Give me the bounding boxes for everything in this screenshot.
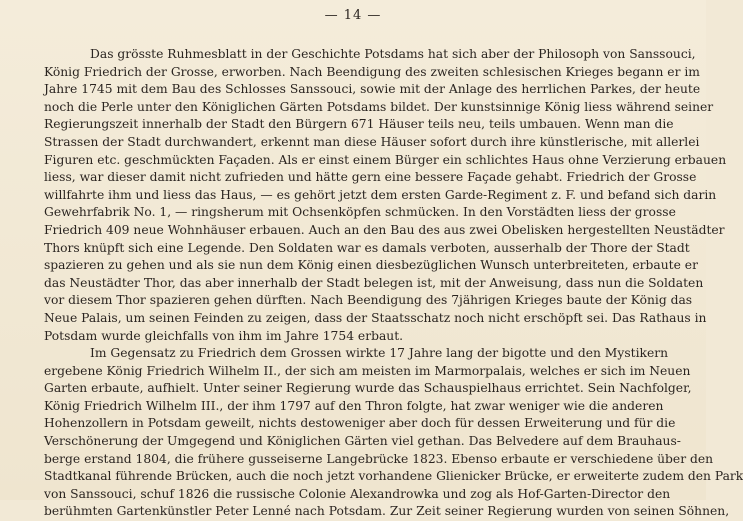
text-line: noch die Perle unter den Königlichen Gärten Potsdams bildet. Der kunstsinnige König liess während seiner: [44, 99, 714, 114]
page-number: — 14 —: [324, 8, 382, 23]
text-line: Friedrich 409 neue Wohnhäuser erbauen. Auch an den Bau des aus zwei Obelisken hergestellten Neustädter: [44, 222, 725, 237]
text-line: Neue Palais, um seinen Feinden zu zeigen, dass der Staatsschatz noch nicht erschöpft sei. Das Rathaus in: [44, 310, 707, 325]
text-line: König Friedrich der Grosse, erworben. Nach Beendigung des zweiten schlesischen Krieges begann er im: [44, 64, 700, 79]
text-line: berühmten Gartenkünstler Peter Lenné nach Potsdam. Zur Zeit seiner Regierung wurden von seinen Söhnen,: [44, 504, 730, 519]
text-line: liess, war dieser damit nicht zufrieden und hätte gern eine bessere Façade gehabt. Friedrich der Grosse: [44, 170, 697, 185]
text-line: spazieren zu gehen und als sie nun dem König einen diesbezüglichen Wunsch unterbreiteten, erbaute er: [44, 258, 698, 273]
text-line: Thors knüpft sich eine Legende. Den Soldaten war es damals verboten, ausserhalb der Thore der Stadt: [44, 240, 690, 255]
text-line: Im Gegensatz zu Friedrich dem Grossen wirkte 17 Jahre lang der bigotte und den Mystikern: [90, 346, 669, 361]
text-line: Stadtkanal führende Brücken, auch die noch jetzt vorhandene Glienicker Brücke, er erweiterte zudem den Park: [44, 469, 743, 484]
text-line: König Friedrich Wilhelm III., der ihm 1797 auf den Thron folgte, hat zwar weniger wie die anderen: [44, 398, 664, 413]
text-line: von Sanssouci, schuf 1826 die russische Colonie Alexandrowka und zog als Hof-Garten-Director den: [44, 486, 671, 501]
text-line: berge erstand 1804, die frühere gusseiserne Langebrücke 1823. Ebenso erbaute er verschiedene über den: [44, 451, 714, 466]
text-line: Regierungszeit innerhalb der Stadt den Bürgern 671 Häuser teils neu, teils umbauen. Wenn man die: [44, 117, 674, 132]
text-line: Garten erbaute, aufhielt. Unter seiner Regierung wurde das Schauspielhaus errichtet. Sein Nachfolger,: [44, 381, 692, 396]
text-line: Verschönerung der Umgegend und Königlichen Gärten viel gethan. Das Belvedere auf dem Brauhaus-: [44, 434, 681, 449]
text-line: Hohenzollern in Potsdam geweilt, nichts destoweniger aber doch für dessen Erweiterung und für die: [44, 416, 676, 431]
text-line: Figuren etc. geschmückten Façaden. Als er einst einem Bürger ein schlichtes Haus ohne Verzierung erbauen: [44, 152, 727, 167]
text-line: willfahrte ihm und liess das Haus, — es gehört jetzt dem ersten Garde-Regiment z. F. und befand sich darin: [44, 187, 717, 202]
text-line: Strassen der Stadt durchwandert, erkennt man diese Häuser sofort durch ihre künstlerische, mit allerlei: [44, 134, 700, 149]
text-line: ergebene König Friedrich Wilhelm II., der sich am meisten im Marmorpalais, welches er sich im Neuen: [44, 363, 691, 378]
text-line: vor diesem Thor spazieren gehen dürften. Nach Beendigung des 7jährigen Krieges baute der König das: [44, 293, 693, 308]
text-line: Gewehrfabrik No. 1, — ringsherum mit Ochsenköpfen schmücken. In den Vorstädten liess der grosse: [44, 205, 676, 220]
body-text: [44, 46, 743, 521]
text-line: Potsdam wurde gleichfalls von ihm im Jahre 1754 erbaut.: [44, 328, 404, 343]
text-line: Jahre 1745 mit dem Bau des Schlosses Sanssouci, sowie mit der Anlage des herrlichen Parkes, der heute: [44, 82, 701, 97]
text-line: Das grösste Ruhmesblatt in der Geschichte Potsdams hat sich aber der Philosoph von Sanssouci,: [90, 47, 696, 61]
text-line: das Neustädter Thor, das aber innerhalb der Stadt belegen ist, mit der Anweisung, dass nun die Soldaten: [44, 275, 704, 290]
